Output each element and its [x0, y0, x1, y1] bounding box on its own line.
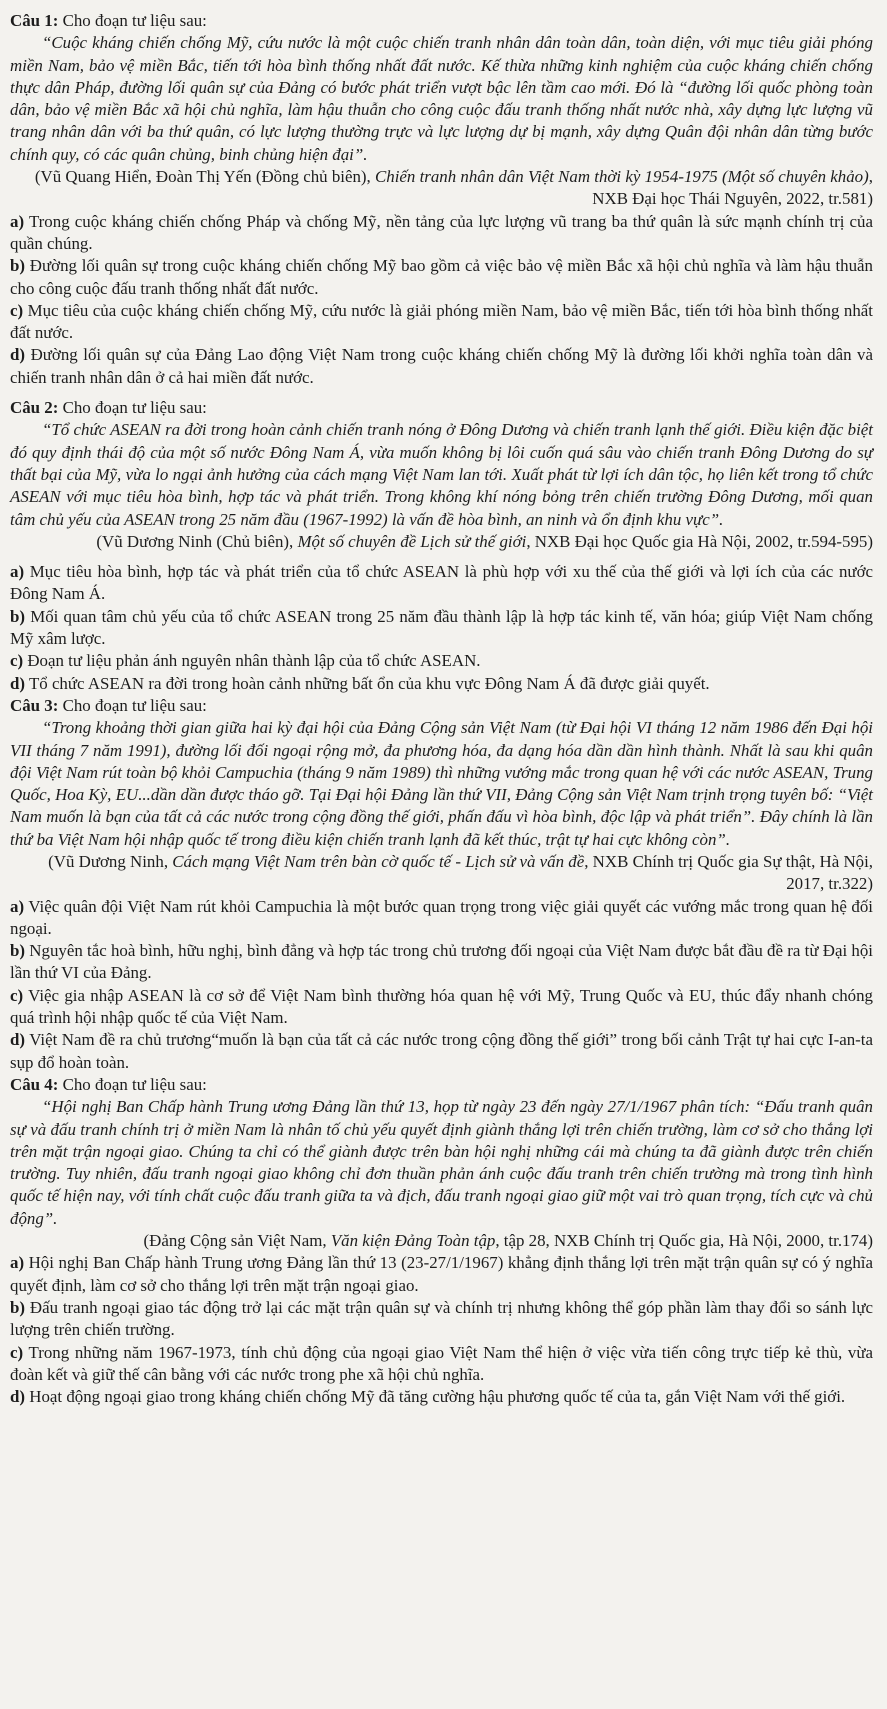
option-d	[10, 673, 873, 695]
option-letter: c)	[10, 300, 24, 320]
option-text: Việc gia nhập ASEAN là cơ sở để Việt Nam bình thường hóa quan hệ với Mỹ, Trung Quốc và EU, thúc đẩy nhanh chóng quá trình hội nhập quốc tế của Việt Nam.	[10, 985, 873, 1028]
source-title: Chiến tranh nhân dân Việt Nam thời kỳ 1954-1975 (Một số chuyên khảo)	[375, 167, 869, 187]
question-3	[10, 695, 873, 1074]
option-text: Việt Nam đề ra chủ trương“muốn là bạn của tất cả các nước trong cộng đồng thế giới” trong bối cảnh Trật tự hai cực I-an-ta sụp đổ hoàn toàn.	[10, 1030, 873, 1072]
question-label: Câu 3:	[10, 695, 59, 715]
option-text: Tổ chức ASEAN ra đời trong hoàn cảnh những bất ổn của khu vực Đông Nam Á đã được giải quyết.	[28, 673, 710, 693]
option-letter: a)	[10, 562, 25, 582]
option-letter: a)	[10, 1253, 25, 1273]
source-publisher: , tập 28, NXB Chính trị Quốc gia, Hà Nội, 2000, tr.174)	[495, 1231, 873, 1251]
option-text: Mục tiêu của cuộc kháng chiến chống Mỹ, cứu nước là giải phóng miền Nam, bảo vệ miền Bắc, tiến tới hòa bình thống nhất đất nước.	[10, 300, 873, 343]
option-text: Hội nghị Ban Chấp hành Trung ương Đảng lần thứ 13 (23-27/1/1967) khẳng định thắng lợi trên mặt trận quân sự có ý nghĩa quyết định, làm cơ sở cho thắng lợi trên mặt trận ngoại giao.	[10, 1253, 873, 1295]
option-letter: a)	[10, 896, 25, 916]
source-citation	[10, 851, 873, 896]
question-header	[10, 10, 873, 32]
option-letter: a)	[10, 211, 25, 231]
option-text: Nguyên tắc hoà bình, hữu nghị, bình đẳng và hợp tác trong chủ trương đối ngoại của Việt Nam được bắt đầu đề ra từ Đại hội lần thứ VI của Đảng.	[10, 941, 873, 983]
option-letter: b)	[10, 1297, 26, 1317]
source-author: (Vũ Quang Hiển, Đoàn Thị Yến (Đồng chủ biên),	[34, 167, 375, 187]
option-text: Trong cuộc kháng chiến chống Pháp và chống Mỹ, nền tảng của lực lượng vũ trang ba thứ quân là sức mạnh chính trị của quần chúng.	[10, 211, 874, 253]
question-intro: Cho đoạn tư liệu sau:	[62, 398, 207, 418]
option-letter: d)	[10, 345, 26, 365]
question-label: Câu 4:	[10, 1074, 59, 1094]
option-a	[10, 896, 873, 941]
option-c	[10, 1342, 873, 1387]
source-publisher: , NXB Đại học Quốc gia Hà Nội, 2002, tr.594-595)	[526, 531, 873, 551]
option-text: Đấu tranh ngoại giao tác động trở lại các mặt trận quân sự và chính trị nhưng không thể góp phần làm thay đổi so sánh lực lượng trên chiến trường.	[10, 1297, 873, 1340]
option-b	[10, 940, 873, 985]
option-letter: b)	[10, 256, 26, 276]
option-d	[10, 344, 873, 389]
option-b	[10, 606, 873, 651]
option-text: Đoạn tư liệu phản ánh nguyên nhân thành lập của tổ chức ASEAN.	[27, 651, 481, 671]
question-intro: Cho đoạn tư liệu sau:	[62, 11, 207, 30]
quote-passage: “Cuộc kháng chiến chống Mỹ, cứu nước là một cuộc chiến tranh nhân dân toàn dân, toàn diện, với mục tiêu giải phóng miền Nam, bảo vệ miền Bắc, tiến tới hòa bình thống nhất đất nước. Kế thừa những kinh nghiệm của cuộc kháng chiến chống thực dân Pháp, đường lối quân sự của Đảng có bước phát triển vượt bậc lên tầm cao mới. Đó là “đường lối quốc phòng toàn dân, bảo vệ miền Bắc xã hội chủ nghĩa, làm hậu thuẫn cho công cuộc đấu tranh thống nhất nước nhà, xây dựng lực lượng vũ trang nhân dân với ba thứ quân, có lực lượng thường trực và lực lượng dự bị mạnh, xây dựng Quân đội nhân dân từng bước chính quy, có các quân chủng, binh chủng hiện đại”.	[10, 33, 873, 164]
option-a	[10, 1252, 873, 1297]
question-header	[10, 397, 873, 419]
option-letter: d)	[10, 673, 26, 693]
source-author: (Đảng Cộng sản Việt Nam,	[143, 1231, 331, 1251]
option-text: Đường lối quân sự của Đảng Lao động Việt Nam trong cuộc kháng chiến chống Mỹ là đường lối khởi nghĩa toàn dân và chiến tranh nhân dân ở cả hai miền đất nước.	[10, 345, 873, 387]
option-c	[10, 985, 873, 1030]
option-letter: c)	[10, 985, 24, 1005]
option-c	[10, 300, 873, 345]
question-header	[10, 1074, 873, 1096]
option-b	[10, 255, 873, 300]
option-text: Mục tiêu hòa bình, hợp tác và phát triển của tổ chức ASEAN là phù hợp với xu thế của thế giới và lợi ích của các nước Đông Nam Á.	[10, 562, 873, 604]
option-text: Hoạt động ngoại giao trong kháng chiến chống Mỹ đã tăng cường hậu phương quốc tế của ta, gắn Việt Nam với thế giới.	[29, 1387, 846, 1407]
source-author: (Vũ Dương Ninh,	[48, 851, 173, 871]
quote-passage: “Tổ chức ASEAN ra đời trong hoàn cảnh chiến tranh nóng ở Đông Dương và chiến tranh lạnh thế giới. Điều kiện đặc biệt đó quy định thái độ của một số nước Đông Nam Á, vừa muốn không bị lôi cuốn quá sâu vào chiến tranh Đông Dương do sự thất bại của Mỹ, vừa lo ngại ảnh hưởng của cách mạng Việt Nam lan tới. Xuất phát từ lợi ích dân tộc, họ liên kết trong tổ chức ASEAN với mục tiêu hòa bình, hợp tác và phát triển. Trong không khí nóng bỏng trên chiến trường Đông Dương, mối quan tâm chủ yếu của ASEAN trong 25 năm đầu (1967-1992) là vấn đề hòa bình, an ninh và ổn định khu vực”.	[10, 420, 873, 529]
source-citation	[10, 531, 873, 553]
source-citation	[10, 166, 873, 211]
option-b	[10, 1297, 873, 1342]
source-title: Văn kiện Đảng Toàn tập	[330, 1231, 496, 1251]
option-letter: d)	[10, 1387, 26, 1407]
question-header	[10, 695, 873, 717]
source-citation	[10, 1230, 873, 1252]
option-d	[10, 1029, 873, 1074]
question-label: Câu 1:	[10, 11, 59, 30]
option-text: Việc quân đội Việt Nam rút khỏi Campuchia là một bước quan trọng trong việc giải quyết các vướng mắc trong quan hệ đối ngoại.	[10, 896, 874, 938]
option-letter: d)	[10, 1030, 26, 1050]
source-title: Cách mạng Việt Nam trên bàn cờ quốc tế - Lịch sử và vấn đề	[172, 851, 585, 871]
source-publisher: , NXB Chính trị Quốc gia Sự thật, Hà Nội, 2017, tr.322)	[584, 851, 873, 894]
option-letter: b)	[10, 941, 26, 961]
question-2	[10, 397, 873, 695]
option-letter: c)	[10, 1342, 24, 1362]
question-intro: Cho đoạn tư liệu sau:	[62, 1074, 207, 1094]
question-label: Câu 2:	[10, 398, 59, 418]
quote-passage: “Trong khoảng thời gian giữa hai kỳ đại hội của Đảng Cộng sản Việt Nam (từ Đại hội VI tháng 12 năm 1986 đến Đại hội VII tháng 7 năm 1991), đường lối đối ngoại rộng mở, đa phương hóa, đa dạng hóa dần dần hình thành. Nhất là sau khi quân đội Việt Nam rút toàn bộ khỏi Campuchia (tháng 9 năm 1989) thì những vướng mắc trong quan hệ với các nước ASEAN, Trung Quốc, Hoa Kỳ, EU...dần dần được tháo gỡ. Tại Đại hội Đảng lần thứ VII, Đảng Cộng sản Việt Nam trịnh trọng tuyên bố: “Việt Nam muốn là bạn của tất cả các nước trong cộng đồng thế giới, phấn đấu vì hòa bình, độc lập và phát triển”. Đây chính là lần thứ ba Việt Nam hội nhập quốc tế trong điều kiện chiến tranh lạnh đã kết thúc, trật tự hai cực không còn”.	[10, 718, 873, 849]
quote-passage: “Hội nghị Ban Chấp hành Trung ương Đảng lần thứ 13, họp từ ngày 23 đến ngày 27/1/1967 phân tích: “Đấu tranh quân sự và đấu tranh chính trị ở miền Nam là nhân tố chủ yếu quyết định giành thắng lợi trên chiến trường, làm cơ sở cho thắng lợi trên mặt trận ngoại giao. Chúng ta chỉ có thể giành được trên bàn hội nghị những cái mà chúng ta đã giành được trên chiến trường. Tuy nhiên, đấu tranh ngoại giao không chỉ đơn thuần phản ánh cuộc đấu tranh trên chiến trường mà trong tình hình quốc tế hiện nay, với tính chất cuộc đấu tranh giữa ta và địch, đấu tranh ngoại giao giữ một vai trò quan trọng, tích cực và chủ động”.	[10, 1097, 873, 1228]
question-4	[10, 1074, 873, 1408]
option-d	[10, 1386, 873, 1408]
source-publisher: , NXB Đại học Thái Nguyên, 2022, tr.581)	[592, 167, 873, 209]
source-title: Một số chuyên đề Lịch sử thế giới	[297, 531, 527, 551]
question-1	[10, 10, 873, 389]
option-c	[10, 650, 873, 672]
option-a	[10, 561, 873, 606]
option-letter: b)	[10, 606, 26, 626]
option-a	[10, 211, 873, 256]
option-text: Đường lối quân sự trong cuộc kháng chiến chống Mỹ bao gồm cả việc bảo vệ miền Bắc xã hội chủ nghĩa và làm hậu thuẫn cho công cuộc đấu tranh thống nhất đất nước.	[10, 256, 873, 298]
option-text: Mối quan tâm chủ yếu của tổ chức ASEAN trong 25 năm đầu thành lập là hợp tác kinh tế, văn hóa; giúp Việt Nam chống Mỹ xâm lược.	[10, 606, 873, 649]
question-intro: Cho đoạn tư liệu sau:	[62, 695, 207, 715]
source-author: (Vũ Dương Ninh (Chủ biên),	[96, 531, 298, 551]
option-letter: c)	[10, 651, 24, 671]
option-text: Trong những năm 1967-1973, tính chủ động của ngoại giao Việt Nam thể hiện ở việc vừa tiến công trực tiếp kẻ thù, vừa đoàn kết và giữ thế cân bằng với các nước trong phe xã hội chủ nghĩa.	[10, 1342, 873, 1384]
